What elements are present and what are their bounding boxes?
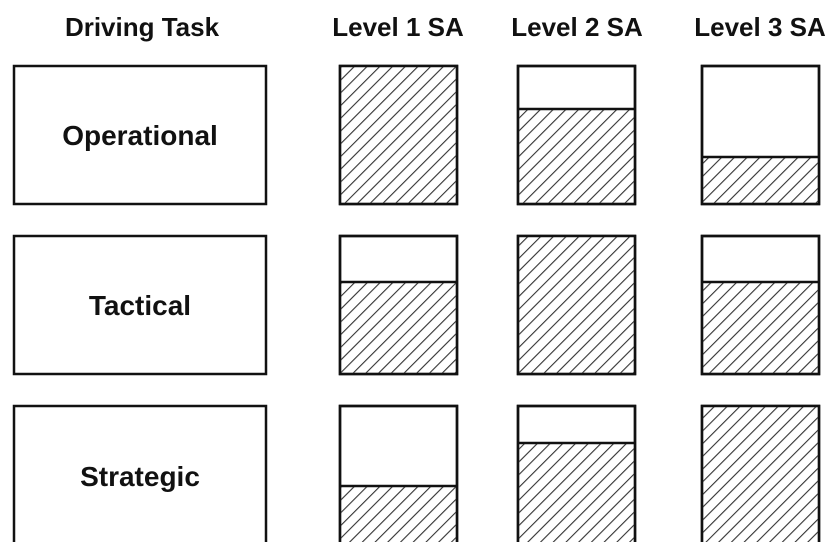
header-driving-task: Driving Task [64, 12, 220, 42]
gauge-strategic-level-2-fill [519, 443, 634, 542]
header-level-3-sa: Level 3 SA [694, 12, 826, 42]
gauge-tactical-level-3-fill [703, 282, 818, 373]
header-level-1-sa: Level 1 SA [332, 12, 464, 42]
task-label-operational: Operational [62, 120, 218, 151]
gauge-operational-level-1-fill [341, 66, 456, 203]
task-row-strategic [14, 406, 266, 542]
sa-gauges [340, 66, 819, 542]
task-row-tactical [14, 236, 266, 374]
gauge-operational-level-3-fill [703, 157, 818, 203]
gauge-tactical-level-2-fill [519, 236, 634, 373]
gauge-strategic-level-1-fill [341, 486, 456, 542]
task-label-tactical: Tactical [88, 290, 192, 321]
task-row-operational [14, 66, 266, 204]
gauge-strategic-level-3-fill [703, 406, 818, 542]
task-label-strategic: Strategic [80, 461, 200, 492]
gauge-tactical-level-1-fill [341, 282, 456, 373]
header-level-2-sa: Level 2 SA [511, 12, 643, 42]
gauge-operational-level-2-fill [519, 109, 634, 203]
